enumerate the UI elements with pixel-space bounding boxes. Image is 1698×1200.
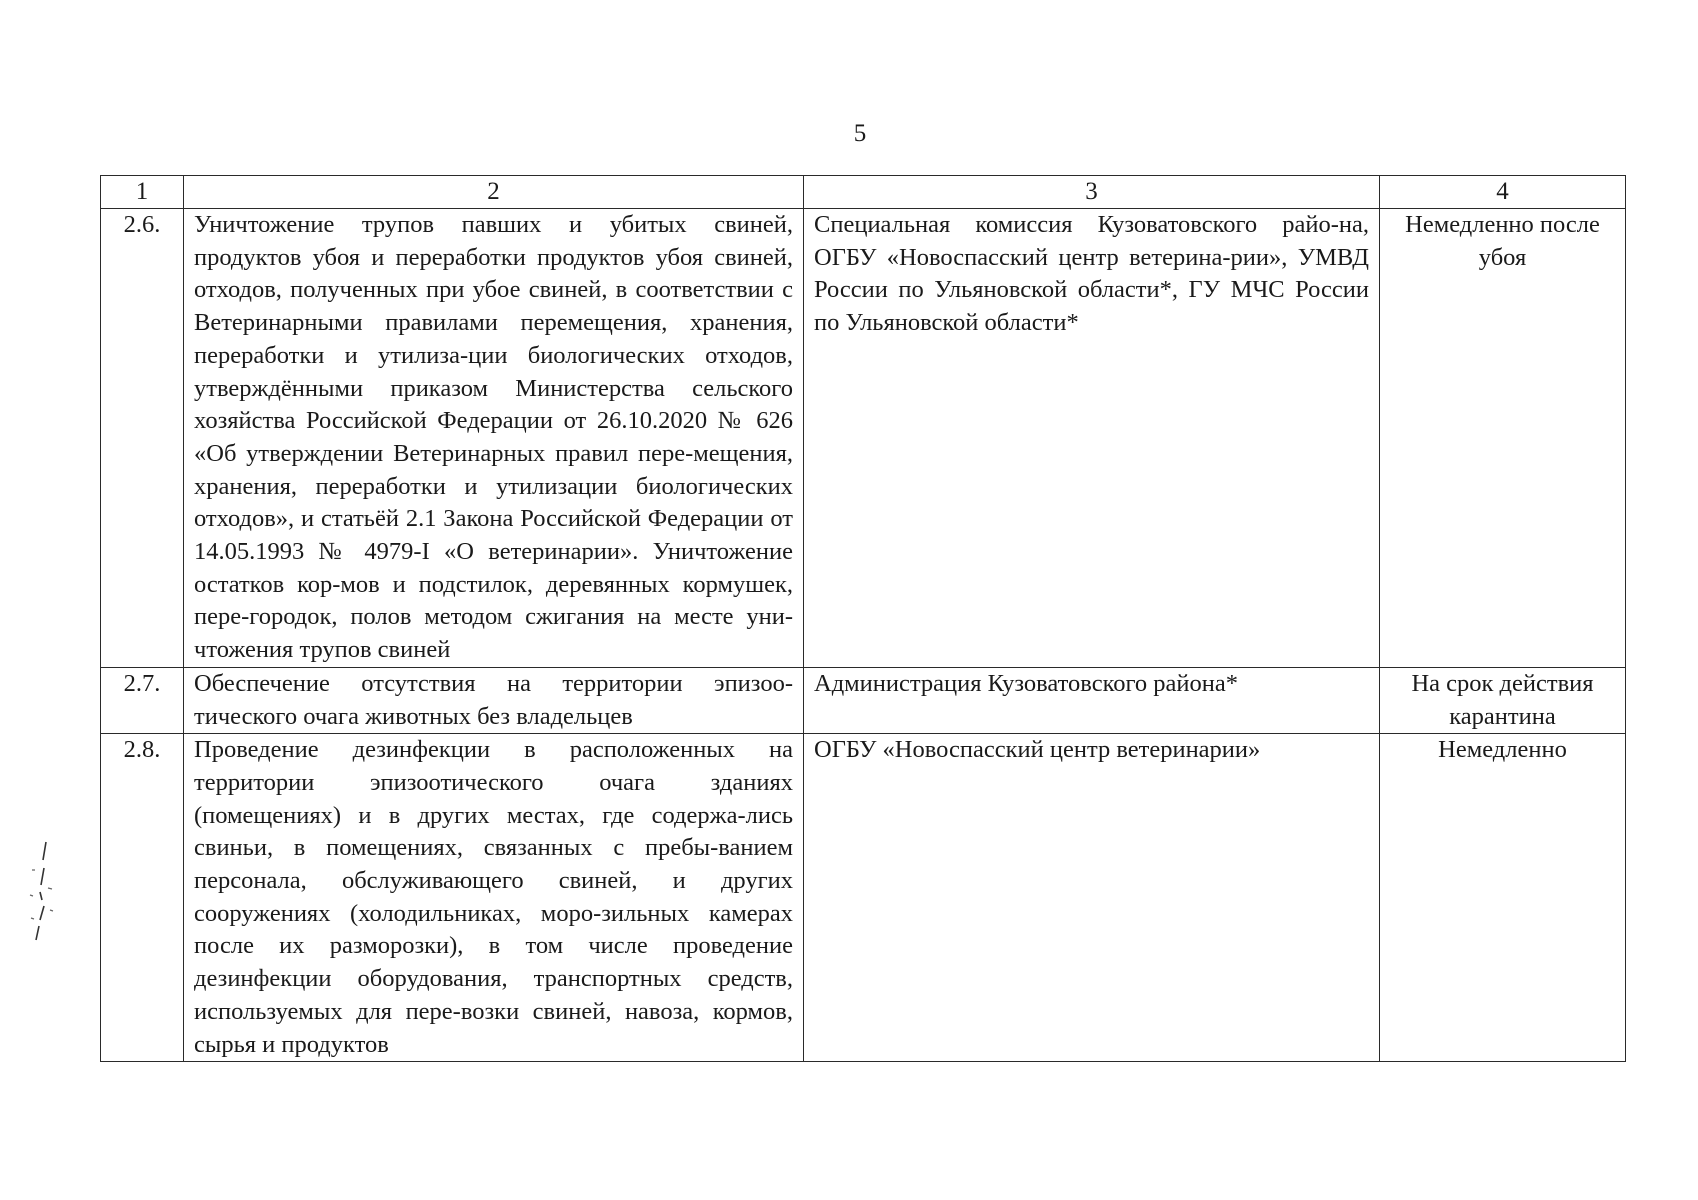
table-header-row	[101, 176, 1626, 209]
scan-margin-marks	[26, 840, 66, 950]
row-term: Немедленно после убоя	[1380, 209, 1626, 668]
row-term: На срок действия карантина	[1380, 667, 1626, 733]
header-col-2: 2	[184, 176, 804, 209]
row-term: Немедленно	[1380, 734, 1626, 1062]
row-number: 2.6.	[101, 209, 184, 668]
row-action: Уничтожение трупов павших и убитых свиней, продуктов убоя и переработки продуктов убоя свиней, отходов, полученных при убое свиней, в соответствии с Ветеринарными правилами перемещения, хранения, переработки и утилиза-ции биологических отходов, утверждёнными приказом Министерства сельского хозяйства Российской Федерации от 26.10.2020 № 626 «Об утверждении Ветеринарных правил пере-мещения, хранения, переработки и утилизации биологических отходов», и статьёй 2.1 Закона Российской Федерации от 14.05.1993 № 4979-I «О ветеринарии». Уничтожение остатков кор-мов и подстилок, деревянных кормушек, пере-городок, полов методом сжигания на месте уни-чтожения трупов свиней	[184, 209, 804, 668]
row-action: Обеспечение отсутствия на территории эпизоо-тического очага животных без владельцев	[184, 667, 804, 733]
header-col-3: 3	[804, 176, 1380, 209]
measures-table	[100, 175, 1626, 1062]
row-executor: Администрация Кузоватовского района*	[804, 667, 1380, 733]
row-number: 2.7.	[101, 667, 184, 733]
row-number: 2.8.	[101, 734, 184, 1062]
row-executor: ОГБУ «Новоспасский центр ветеринарии»	[804, 734, 1380, 1062]
table-row	[101, 667, 1626, 733]
table-row	[101, 734, 1626, 1062]
table-row	[101, 209, 1626, 668]
row-action: Проведение дезинфекции в расположенных на территории эпизоотического очага зданиях (помещениях) и в других местах, где содержа-лись свиньи, в помещениях, связанных с пребы-ванием персонала, обслуживающего свиней, и других сооружениях (холодильниках, моро-зильных камерах после их разморозки), в том числе проведение дезинфекции оборудования, транспортных средств, используемых для пере-возки свиней, навоза, кормов, сырья и продуктов	[184, 734, 804, 1062]
page-number: 5	[853, 120, 867, 147]
row-executor: Специальная комиссия Кузоватовского райо-на, ОГБУ «Новоспасский центр ветерина-рии», УМВД России по Ульяновской области*, ГУ МЧС России по Ульяновской области*	[804, 209, 1380, 668]
header-col-4: 4	[1380, 176, 1626, 209]
header-col-1: 1	[101, 176, 184, 209]
